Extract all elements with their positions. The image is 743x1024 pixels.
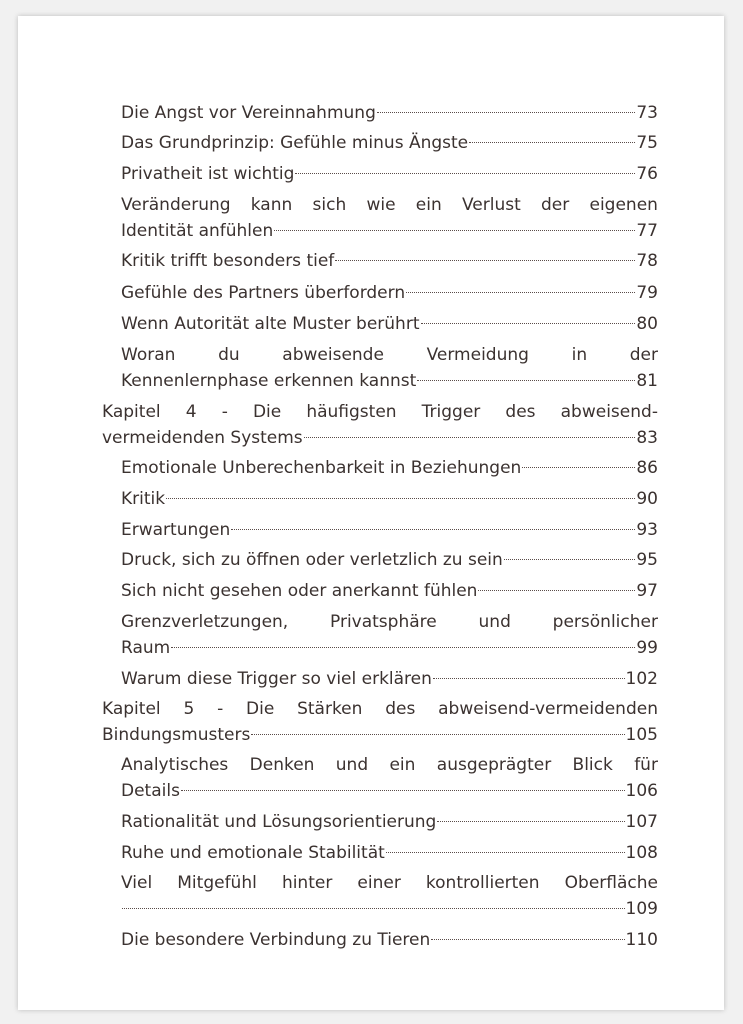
dot-leader — [478, 590, 635, 591]
toc-chapter-title: vermeidenden Systems — [102, 428, 303, 448]
dot-leader — [504, 559, 636, 560]
word: Privatsphäre — [330, 612, 437, 632]
dot-leader — [274, 230, 635, 231]
toc-entry[interactable] — [121, 752, 658, 804]
word: du — [218, 345, 240, 365]
toc-entry-title: Identität anfühlen — [121, 221, 274, 241]
toc-page-number: 105 — [625, 725, 658, 745]
toc-page-number: 95 — [636, 550, 658, 570]
toc-entry[interactable] — [121, 809, 658, 835]
dot-leader — [433, 678, 625, 679]
word: Die — [246, 699, 275, 719]
toc-entry[interactable] — [121, 927, 658, 953]
word: abweisend-vermeidenden — [438, 699, 658, 719]
book-page — [18, 16, 724, 1010]
word: der — [541, 195, 570, 215]
toc-chapter-title-line1 — [102, 399, 658, 425]
toc-page-number: 73 — [636, 103, 658, 123]
word: wie — [366, 195, 396, 215]
word: und — [335, 755, 369, 775]
toc-page-number: 77 — [636, 221, 658, 241]
word: ein — [415, 195, 442, 215]
word: Analytisches — [121, 755, 229, 775]
toc-entry[interactable] — [121, 455, 658, 481]
dot-leader — [469, 142, 635, 143]
word: 5 — [183, 699, 195, 719]
dot-leader — [166, 498, 635, 499]
toc-entry-title: Druck, sich zu öffnen oder verletzlich zu sein — [121, 550, 503, 570]
dot-leader — [171, 647, 635, 648]
word: Veränderung — [121, 195, 231, 215]
dot-leader — [181, 790, 625, 791]
toc-page-number: 106 — [625, 781, 658, 801]
word: Kapitel — [102, 402, 161, 422]
word: für — [634, 755, 658, 775]
dot-leader — [406, 292, 635, 293]
toc-entry-title: Die besondere Verbindung zu Tieren — [121, 930, 431, 950]
dot-leader — [231, 529, 635, 530]
word: einer — [357, 873, 401, 893]
word: eigenen — [589, 195, 658, 215]
toc-entry-title: Sich nicht gesehen oder anerkannt fühlen — [121, 581, 478, 601]
word: Kapitel — [102, 699, 161, 719]
word: - — [217, 699, 224, 719]
dot-leader — [251, 734, 624, 735]
word: in — [571, 345, 588, 365]
word: ein — [389, 755, 416, 775]
word: sich — [312, 195, 347, 215]
dot-leader — [122, 908, 625, 909]
dot-leader — [335, 260, 635, 261]
word: Woran — [121, 345, 176, 365]
dot-leader — [437, 821, 624, 822]
dot-leader — [377, 112, 636, 113]
toc-entry-title-line1 — [121, 342, 658, 368]
word: Denken — [249, 755, 315, 775]
dot-leader — [304, 437, 636, 438]
toc-page-number: 76 — [636, 164, 658, 184]
toc-page-number: 79 — [636, 283, 658, 303]
toc-entry[interactable] — [121, 311, 658, 337]
toc-chapter-entry[interactable] — [102, 399, 658, 451]
toc-entry[interactable] — [121, 840, 658, 866]
toc-page-number: 80 — [636, 314, 658, 334]
dot-leader — [522, 467, 635, 468]
toc-entry-title: Kennenlernphase erkennen kannst — [121, 371, 417, 391]
word: der — [629, 345, 658, 365]
toc-page-number: 97 — [636, 581, 658, 601]
toc-entry-title-line1 — [121, 752, 658, 778]
toc-entry[interactable] — [121, 100, 658, 126]
word: kontrollierten — [425, 873, 540, 893]
toc-page-number: 83 — [636, 428, 658, 448]
dot-leader — [386, 852, 625, 853]
toc-entry-title-line1 — [121, 192, 658, 218]
word: hinter — [281, 873, 333, 893]
dot-leader — [421, 323, 636, 324]
toc-entry[interactable] — [121, 578, 658, 604]
toc-entry-title: Emotionale Unberechenbarkeit in Beziehungen — [121, 458, 522, 478]
toc-page-number: 86 — [636, 458, 658, 478]
word: des — [505, 402, 536, 422]
toc-page-number: 90 — [636, 489, 658, 509]
word: des — [385, 699, 416, 719]
toc-entry-title: Wenn Autorität alte Muster berührt — [121, 314, 420, 334]
toc-entry[interactable] — [121, 280, 658, 306]
toc-page-number: 78 — [636, 251, 658, 271]
toc-page-number: 110 — [625, 930, 658, 950]
toc-page-number: 75 — [636, 133, 658, 153]
toc-entry-title-line1 — [121, 609, 658, 635]
toc-entry[interactable] — [121, 342, 658, 394]
toc-page-number: 102 — [625, 669, 658, 689]
toc-entry-title: Details — [121, 781, 180, 801]
word: kann — [250, 195, 293, 215]
toc-entry[interactable] — [121, 486, 658, 512]
word: 4 — [185, 402, 197, 422]
word: häufigsten — [306, 402, 397, 422]
word: persönlicher — [552, 612, 658, 632]
toc-page-number: 99 — [636, 638, 658, 658]
toc-chapter-title: Bindungsmusters — [102, 725, 251, 745]
toc-entry[interactable] — [121, 161, 658, 187]
toc-entry-title: Rationalität und Lösungsorientierung — [121, 812, 437, 832]
word: Viel — [121, 873, 153, 893]
word: Oberfläche — [564, 873, 658, 893]
toc-chapter-title-line1 — [102, 696, 658, 722]
word: abweisende — [282, 345, 384, 365]
word: Blick — [572, 755, 613, 775]
toc-entry[interactable] — [121, 547, 658, 573]
toc-page-number: 109 — [625, 899, 658, 919]
toc-entry[interactable] — [121, 609, 658, 661]
dot-leader — [295, 173, 635, 174]
word: Die — [252, 402, 282, 422]
toc-entry-title: Das Grundprinzip: Gefühle minus Ängste — [121, 133, 469, 153]
toc-entry-title: Gefühle des Partners überfordern — [121, 283, 406, 303]
toc-entry-title: Die Angst vor Vereinnahmung — [121, 103, 376, 123]
toc-page-number: 93 — [636, 520, 658, 540]
toc-entry[interactable] — [121, 248, 658, 274]
word: - — [221, 402, 228, 422]
toc-entry[interactable] — [121, 870, 658, 922]
toc-entry-title-line1 — [121, 870, 658, 896]
word: Stärken — [297, 699, 363, 719]
word: Vermeidung — [426, 345, 529, 365]
word: abweisend- — [560, 402, 658, 422]
word: ausgeprägter — [436, 755, 552, 775]
toc-entry[interactable] — [121, 666, 658, 692]
toc-entry[interactable] — [121, 130, 658, 156]
word: Trigger — [421, 402, 481, 422]
toc-entry-title: Ruhe und emotionale Stabilität — [121, 843, 385, 863]
dot-leader — [431, 939, 624, 940]
word: Mitgefühl — [177, 873, 257, 893]
toc-page-number: 108 — [625, 843, 658, 863]
word: Grenzverletzungen, — [121, 612, 289, 632]
toc-entry-title: Warum diese Trigger so viel erklären — [121, 669, 432, 689]
toc-entry-title: Raum — [121, 638, 171, 658]
toc-chapter-entry[interactable] — [102, 696, 658, 748]
toc-entry-title: Kritik trifft besonders tief — [121, 251, 335, 271]
toc-entry-title: Erwartungen — [121, 520, 231, 540]
toc-entry-title: Kritik — [121, 489, 166, 509]
word: und — [478, 612, 511, 632]
toc-entry[interactable] — [121, 517, 658, 543]
toc-entry-title: Privatheit ist wichtig — [121, 164, 295, 184]
word: Verlust — [461, 195, 521, 215]
toc-entry[interactable] — [121, 192, 658, 244]
toc-page-number: 81 — [636, 371, 658, 391]
toc-page-number: 107 — [625, 812, 658, 832]
dot-leader — [417, 380, 635, 381]
